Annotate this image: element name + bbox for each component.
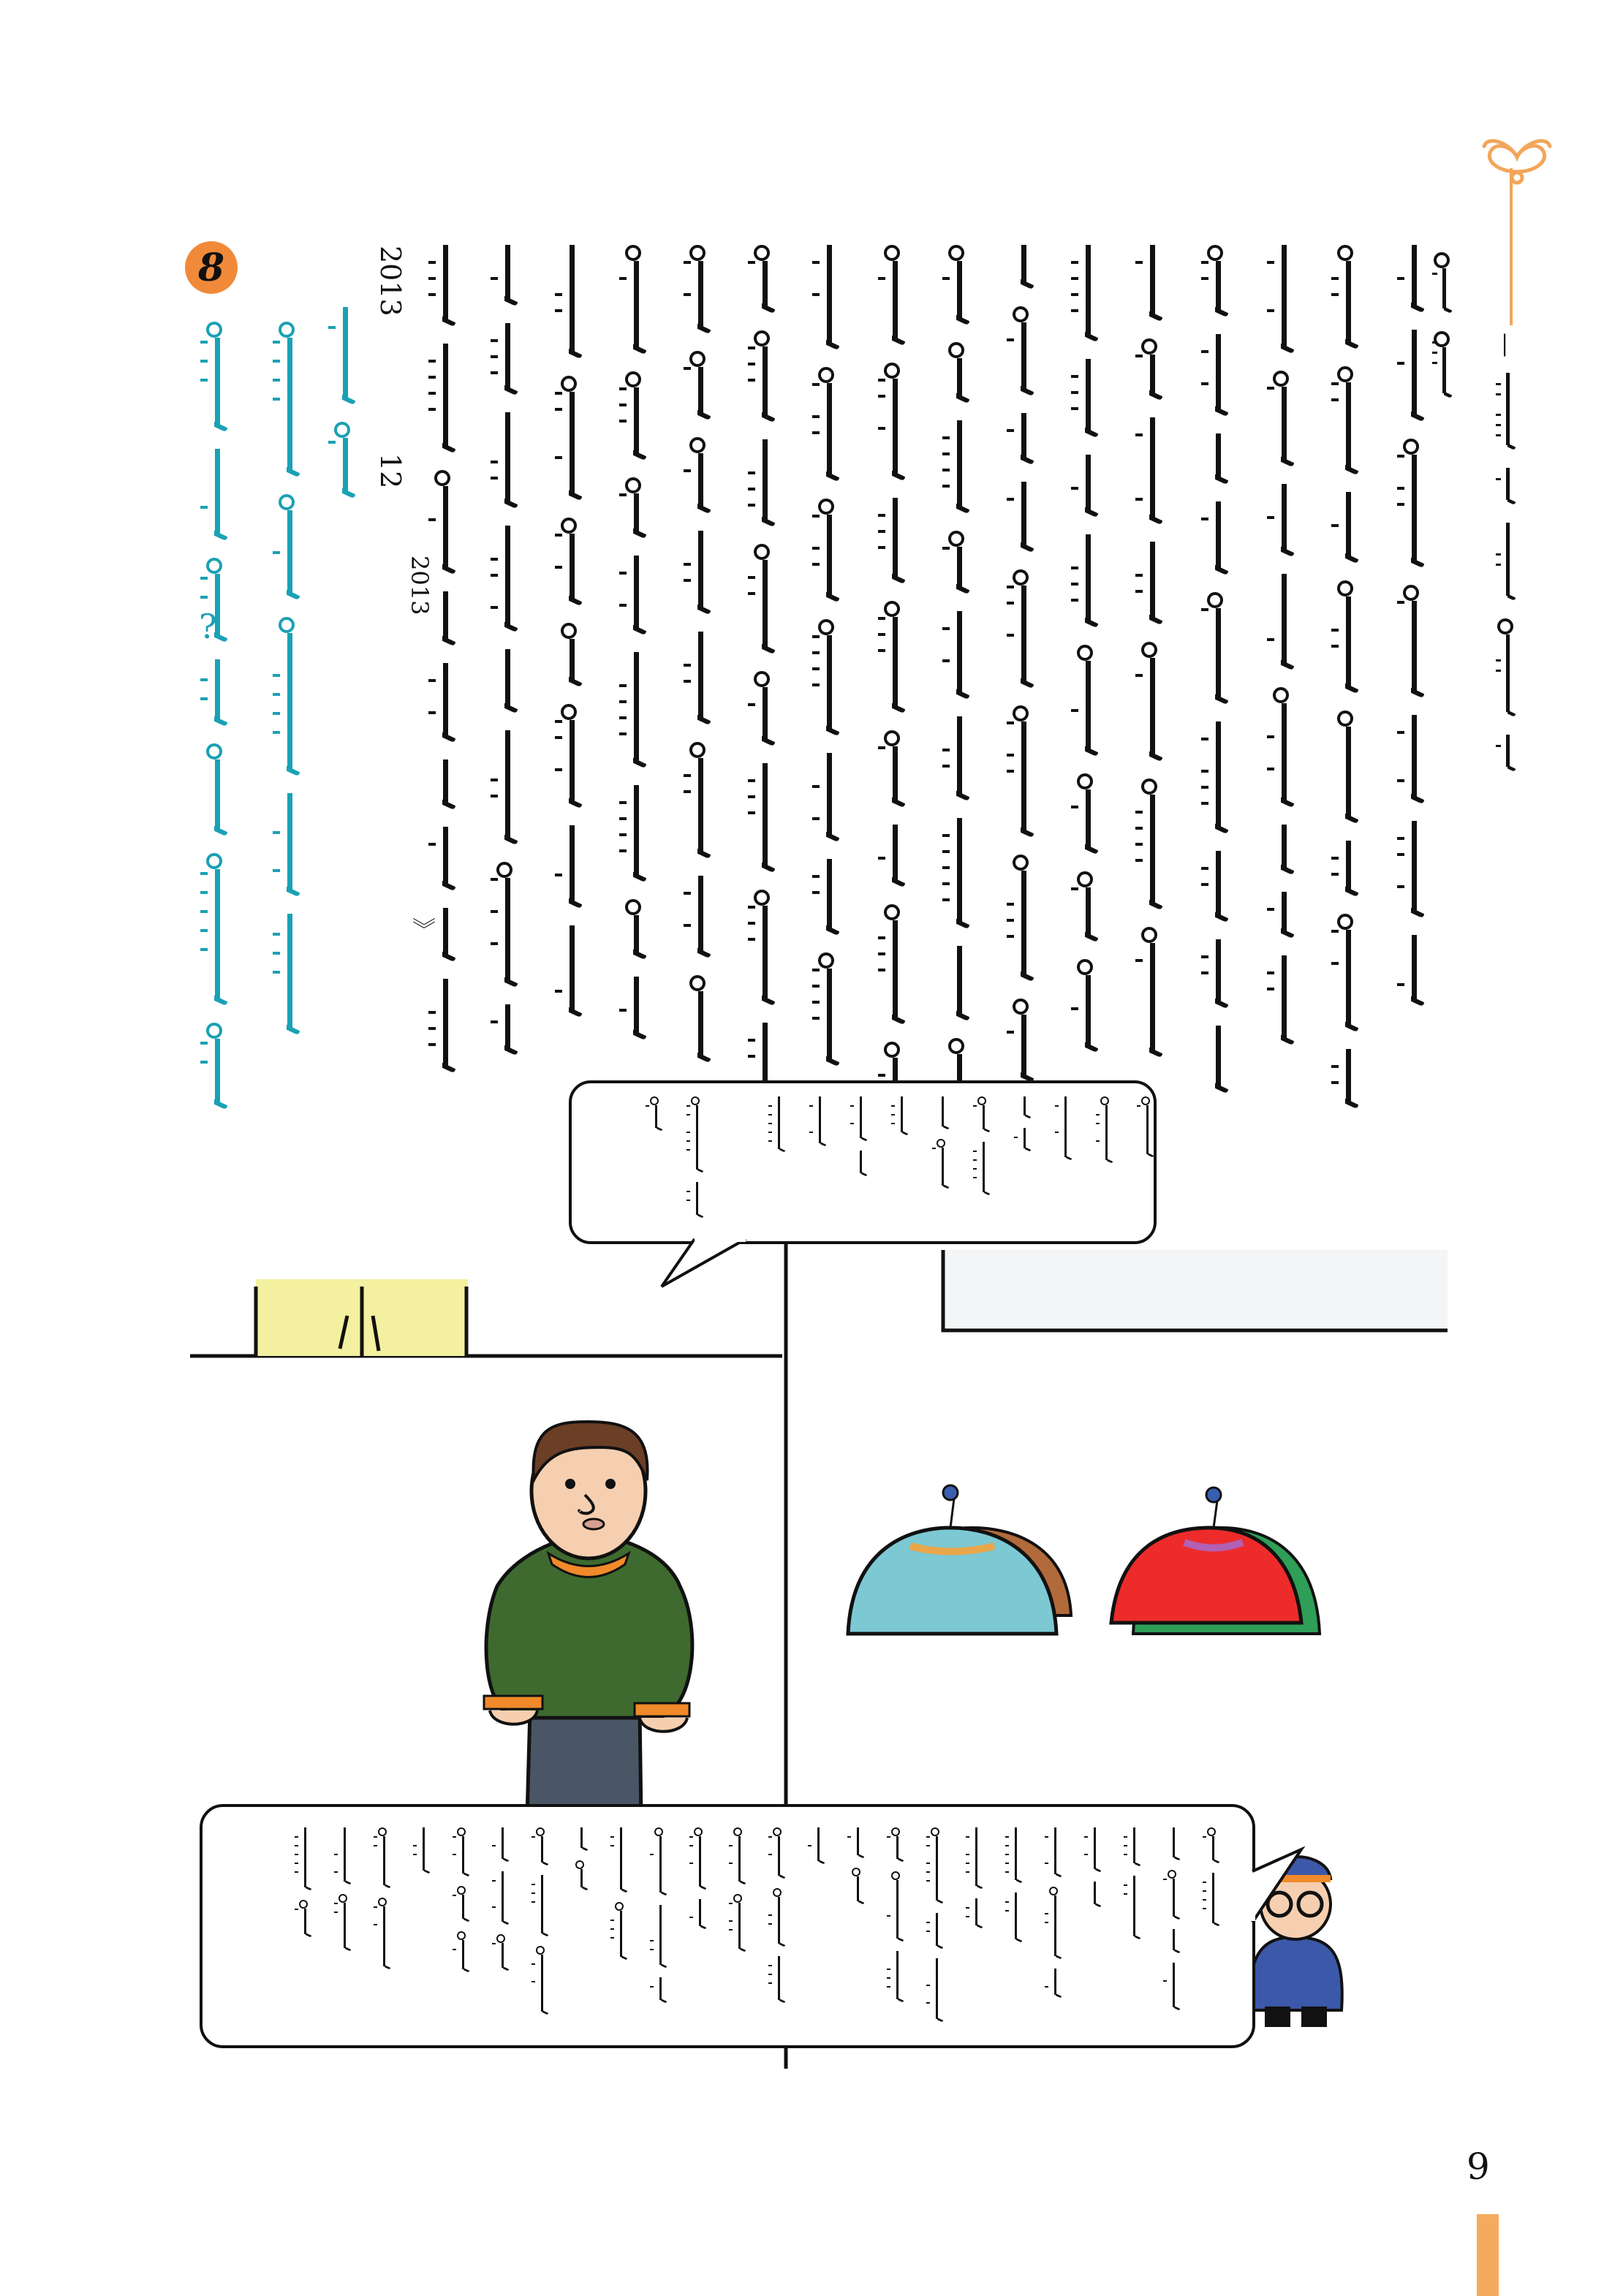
script-word	[949, 818, 969, 927]
script-word	[1142, 338, 1162, 398]
script-word	[649, 1096, 662, 1130]
script-word	[1206, 1873, 1219, 1925]
running-head-line	[1500, 373, 1516, 789]
speech-text-column	[930, 1827, 943, 2031]
script-word	[1338, 580, 1358, 692]
script-word	[496, 1934, 509, 1970]
script-word	[435, 663, 455, 740]
script-word	[1048, 1969, 1062, 1997]
speech-text-column	[813, 1096, 826, 1156]
script-word	[690, 1182, 703, 1217]
script-word	[890, 1951, 904, 2001]
body-text-column	[690, 245, 711, 1080]
script-word	[1059, 1096, 1072, 1159]
heading-question-mark: ?	[199, 607, 217, 646]
script-word	[1274, 574, 1294, 668]
script-word	[1013, 855, 1034, 980]
script-word	[1140, 1096, 1154, 1156]
script-word	[456, 1931, 469, 1971]
script-word	[435, 979, 455, 1071]
script-word	[561, 376, 582, 499]
script-word	[561, 518, 582, 604]
script-word	[813, 1096, 826, 1145]
script-word	[1009, 1893, 1022, 1941]
script-word	[298, 1900, 311, 1936]
script-word	[977, 1096, 990, 1132]
script-word	[936, 1096, 949, 1129]
script-word	[754, 330, 775, 420]
script-word	[1404, 245, 1424, 311]
speech-text-column	[772, 1827, 785, 2012]
date-year: 2013	[374, 246, 406, 317]
speech-text-column	[977, 1096, 990, 1205]
section-number-badge: 8	[185, 241, 238, 294]
script-word	[1208, 334, 1228, 414]
body-text-column	[626, 245, 646, 1057]
speech-text-column	[895, 1096, 908, 1145]
script-word	[626, 899, 646, 958]
script-word	[456, 1886, 469, 1921]
script-word	[1018, 1128, 1031, 1151]
script-word	[754, 245, 775, 311]
script-word	[435, 759, 455, 808]
script-word	[279, 494, 300, 598]
script-word	[949, 946, 969, 1019]
script-word	[497, 526, 518, 630]
speech-text-column	[1018, 1096, 1031, 1161]
speech-text-column	[649, 1096, 662, 1140]
script-word	[1078, 534, 1098, 626]
script-word	[561, 704, 582, 806]
script-word	[754, 544, 775, 652]
script-word	[561, 245, 582, 357]
script-word	[1142, 642, 1162, 759]
script-word	[1274, 955, 1294, 1043]
script-word	[207, 743, 227, 834]
script-word	[754, 671, 775, 744]
script-word	[733, 1894, 746, 1951]
script-word	[626, 556, 646, 633]
script-word	[1500, 618, 1516, 716]
script-word	[497, 649, 518, 711]
script-word	[626, 371, 646, 458]
speech-text-column	[1088, 1827, 1101, 1917]
script-word	[1437, 331, 1452, 397]
script-word	[1142, 542, 1162, 623]
speech-text-column	[1140, 1096, 1154, 1167]
script-word	[279, 793, 300, 895]
page-edge-tab	[1477, 2214, 1499, 2296]
script-word	[1018, 1096, 1031, 1118]
script-word	[1208, 245, 1228, 315]
script-word	[1208, 939, 1228, 1007]
script-word	[690, 1096, 703, 1172]
script-word	[207, 659, 227, 724]
script-word	[936, 1139, 949, 1188]
script-word	[1500, 735, 1516, 770]
script-word	[614, 1902, 627, 1959]
script-word	[1142, 417, 1162, 523]
script-word	[969, 1827, 983, 1888]
script-word	[1338, 366, 1358, 473]
body-text-column	[1013, 245, 1034, 1099]
script-word	[885, 904, 905, 1023]
script-word	[690, 351, 711, 418]
body-text-column	[754, 245, 775, 1148]
body-text-column	[561, 245, 582, 1034]
man-speech-text	[585, 1096, 1155, 1243]
header-rule	[1510, 168, 1513, 325]
script-word	[1404, 935, 1424, 1004]
body-text-column	[435, 245, 455, 1090]
script-word	[819, 619, 839, 734]
script-word	[335, 307, 355, 403]
script-word	[1500, 523, 1516, 599]
script-word	[561, 825, 582, 906]
script-word	[693, 1827, 706, 1889]
script-word	[1208, 721, 1228, 832]
script-word	[626, 977, 646, 1038]
script-word	[535, 1875, 548, 1936]
script-word	[496, 1871, 509, 1924]
script-word	[1013, 705, 1034, 836]
script-word	[1437, 252, 1452, 312]
script-word	[885, 245, 905, 344]
script-word	[298, 1827, 311, 1890]
wall-shelf	[943, 1250, 1448, 1330]
script-word	[890, 1827, 904, 1861]
script-word	[885, 498, 905, 582]
speech-text-column	[890, 1827, 904, 2012]
body-text-column	[819, 245, 839, 1083]
speech-text-column	[693, 1827, 706, 1939]
script-word	[693, 1899, 706, 1928]
script-word	[1078, 871, 1098, 940]
script-word	[1167, 1827, 1180, 1860]
script-word	[930, 1827, 943, 1903]
script-word	[949, 531, 969, 592]
script-word	[335, 422, 355, 496]
script-word	[930, 1913, 943, 1948]
script-word	[1088, 1882, 1101, 1906]
speech-text-column	[654, 1827, 667, 2012]
quote-year: 2013	[406, 556, 434, 615]
script-word	[377, 1898, 390, 1969]
script-word	[535, 1946, 548, 2014]
speech-text-column	[575, 1827, 588, 1900]
boy-speech-text	[219, 1827, 1228, 2047]
script-word	[949, 420, 969, 512]
speech-text-column	[969, 1827, 983, 1938]
script-word	[819, 859, 839, 933]
script-word	[812, 1827, 825, 1863]
script-word	[885, 363, 905, 479]
script-word	[1088, 1827, 1101, 1871]
sweater-red	[1111, 1488, 1320, 1634]
script-word	[1013, 245, 1034, 287]
speech-text-column	[1059, 1096, 1072, 1170]
heading-column	[335, 307, 355, 515]
script-word	[1404, 821, 1424, 916]
script-word	[1078, 645, 1098, 754]
script-word	[456, 1827, 469, 1876]
script-word	[1078, 359, 1098, 436]
speech-text-column	[338, 1827, 351, 1960]
script-word	[885, 825, 905, 885]
script-word	[1100, 1096, 1113, 1162]
speech-text-column	[298, 1827, 311, 1947]
script-word	[1338, 245, 1358, 347]
body-text-column	[1404, 245, 1424, 1023]
script-word	[1500, 373, 1516, 449]
speech-text-column	[733, 1827, 746, 1961]
script-word	[854, 1096, 867, 1140]
script-word	[890, 1871, 904, 1941]
script-word	[1274, 371, 1294, 465]
speech-text-column	[614, 1827, 627, 1969]
speech-text-column	[1100, 1096, 1113, 1172]
speech-text-column	[377, 1827, 390, 1979]
script-word	[733, 1827, 746, 1884]
script-word	[854, 1151, 867, 1175]
script-word	[930, 1958, 943, 2021]
script-word	[279, 617, 300, 774]
page-number: 9	[1467, 2145, 1490, 2188]
script-word	[754, 439, 775, 525]
script-word	[1048, 1827, 1062, 1876]
quote-close: 》	[409, 917, 436, 941]
script-word	[772, 1956, 785, 2002]
script-word	[626, 245, 646, 352]
script-word	[435, 591, 455, 644]
script-word	[626, 785, 646, 880]
script-word	[690, 531, 711, 613]
script-word	[561, 925, 582, 1015]
script-word	[1338, 711, 1358, 822]
script-word	[1078, 959, 1098, 1050]
speech-text-column	[1167, 1827, 1180, 2020]
speech-text-column	[772, 1096, 785, 1162]
script-word	[1208, 851, 1228, 920]
body-text-column	[1274, 245, 1294, 1062]
script-word	[1274, 892, 1294, 936]
script-word	[1009, 1827, 1022, 1882]
script-word	[497, 730, 518, 843]
script-word	[1404, 715, 1424, 802]
script-word	[575, 1827, 588, 1850]
script-word	[772, 1096, 785, 1151]
script-word	[626, 652, 646, 766]
script-word	[435, 245, 455, 325]
script-word	[377, 1827, 390, 1887]
script-word	[654, 1905, 667, 1967]
script-word	[690, 437, 711, 512]
speech-text-column	[535, 1827, 548, 2024]
script-word	[435, 470, 455, 572]
heading-column	[207, 322, 227, 1126]
script-word	[1274, 687, 1294, 806]
script-word	[819, 245, 839, 348]
speech-text-column	[851, 1827, 864, 1914]
script-word	[417, 1827, 430, 1873]
script-word	[949, 611, 969, 697]
script-word	[279, 914, 300, 1033]
script-word	[772, 1827, 785, 1878]
script-word	[819, 367, 839, 480]
script-word	[690, 975, 711, 1061]
script-word	[626, 477, 646, 537]
script-word	[1338, 492, 1358, 561]
script-word	[654, 1977, 667, 2002]
script-word	[949, 716, 969, 799]
body-text-column	[497, 245, 518, 1072]
speech-text-column	[690, 1096, 703, 1227]
script-word	[1274, 245, 1294, 352]
script-word	[338, 1827, 351, 1884]
script-word	[1274, 484, 1294, 555]
script-word	[1013, 306, 1034, 394]
speech-text-column	[854, 1096, 867, 1186]
script-word	[435, 344, 455, 451]
script-word	[1013, 482, 1034, 550]
script-word	[1142, 927, 1162, 1056]
script-word	[497, 412, 518, 507]
script-word	[977, 1142, 990, 1194]
sweater-blue	[848, 1485, 1071, 1634]
script-word	[969, 1898, 983, 1928]
speech-text-column	[456, 1827, 469, 1982]
script-word	[1078, 455, 1098, 515]
script-word	[575, 1860, 588, 1890]
script-word	[851, 1827, 864, 1857]
script-word	[1404, 330, 1424, 420]
script-word	[207, 322, 227, 430]
script-word	[885, 730, 905, 806]
script-word	[1500, 468, 1516, 504]
script-word	[949, 245, 969, 323]
speech-text-column	[812, 1827, 825, 1873]
script-word	[1048, 1887, 1062, 1958]
script-word	[754, 763, 775, 871]
script-word	[690, 876, 711, 956]
script-word	[535, 1827, 548, 1865]
script-word	[754, 890, 775, 1004]
script-word	[1338, 914, 1358, 1030]
body-text-column	[1338, 245, 1358, 1126]
script-word	[772, 1888, 785, 1946]
header-ornament-icon	[1477, 121, 1557, 186]
script-word	[1274, 825, 1294, 873]
script-word	[1167, 1929, 1180, 1952]
script-word	[1127, 1827, 1140, 1865]
script-word	[279, 322, 300, 475]
script-word	[1013, 413, 1034, 463]
speech-text-column	[417, 1827, 430, 1883]
date-day: 12	[374, 453, 406, 489]
script-word	[1078, 773, 1098, 852]
script-word	[949, 342, 969, 401]
script-word	[1167, 1963, 1180, 2009]
body-text-column	[1142, 245, 1162, 1075]
script-word	[1142, 778, 1162, 908]
script-word	[819, 499, 839, 600]
script-word	[338, 1894, 351, 1950]
script-word	[1013, 569, 1034, 686]
heading-column	[279, 322, 300, 1052]
wardrobe	[256, 1279, 468, 1356]
script-word	[885, 601, 905, 711]
script-word	[819, 753, 839, 840]
speech-text-column	[1048, 1827, 1062, 2007]
script-word	[690, 245, 711, 332]
script-word	[1338, 841, 1358, 895]
script-word	[497, 862, 518, 985]
body-text-column	[1208, 245, 1228, 1110]
speech-text-column	[1127, 1827, 1140, 1949]
script-word	[690, 632, 711, 723]
script-word	[207, 853, 227, 1004]
body-text-column	[1078, 245, 1098, 1069]
script-word	[1404, 439, 1424, 566]
script-word	[614, 1827, 627, 1892]
script-word	[654, 1827, 667, 1895]
speech-text-column	[1206, 1827, 1219, 1936]
script-word	[690, 742, 711, 857]
body-text-column	[885, 245, 905, 1142]
script-word	[1142, 245, 1162, 319]
speech-text-column	[496, 1827, 509, 1980]
speech-text-column	[1009, 1827, 1022, 1952]
script-word	[496, 1827, 509, 1861]
script-word	[435, 827, 455, 889]
script-word	[1206, 1827, 1219, 1863]
script-word	[851, 1868, 864, 1903]
script-word	[497, 323, 518, 393]
script-word	[895, 1096, 908, 1134]
script-word	[1127, 1876, 1140, 1939]
script-word	[207, 449, 227, 539]
running-head-title	[1437, 252, 1452, 416]
script-word	[1167, 1870, 1180, 1919]
script-word	[819, 952, 839, 1064]
script-word	[1078, 245, 1098, 340]
script-word	[1208, 433, 1228, 482]
script-word	[497, 245, 518, 304]
script-word	[1208, 592, 1228, 702]
running-head-dash: —	[1491, 333, 1521, 357]
script-word	[1013, 999, 1034, 1080]
speech-text-column	[936, 1096, 949, 1198]
script-word	[497, 1004, 518, 1053]
script-word	[561, 623, 582, 685]
script-word	[1208, 501, 1228, 573]
body-text-column	[949, 245, 969, 1153]
script-word	[1404, 585, 1424, 696]
